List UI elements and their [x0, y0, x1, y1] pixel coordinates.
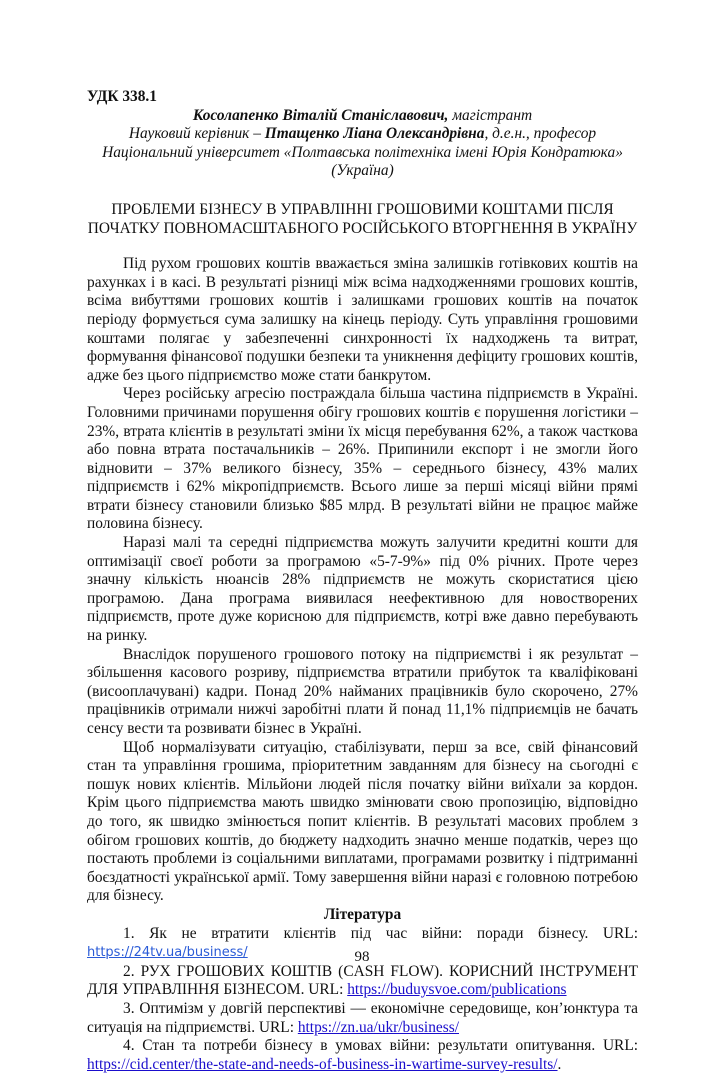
author-line — [87, 107, 638, 126]
literature-heading: Література — [323, 905, 402, 923]
university: Національний університет «Полтавська політехніка імені Юрія Кондратюка» — [102, 143, 623, 161]
reference-link[interactable]: https://cid.center/the-state-and-needs-of-business-in-wartime-survey-results/ — [87, 1055, 558, 1073]
document-page — [87, 88, 638, 1074]
reference-text: 4. Стан та потреби бізнесу в умовах війни: результати опитування. URL: — [123, 1037, 638, 1055]
author-name: Косолапенко Віталій Станіславович, — [192, 106, 449, 124]
article-body — [87, 255, 638, 906]
title-line-1: ПРОБЛЕМИ БІЗНЕСУ В УПРАВЛІННІ ГРОШОВИМИ КОШТАМИ ПІСЛЯ — [111, 200, 614, 218]
paragraph: Наразі малі та середні підприємства можуть залучити кредитні кошти для оптимізації своєї роботи за програмою «5-7-9%» під 0% річних. Проте через значну кількість нюансів 28% підприємств не можуть скористатися цією програмою. Дана програма виявилася неефективною для новостворених підприємств, проте дуже корисною для підприємств, котрі вже давно перебувають на ринку. — [87, 534, 638, 645]
udk-code: УДК 338.1 — [87, 88, 157, 105]
author-role: магістрант — [448, 106, 533, 124]
reference-link[interactable]: https://buduysvoe.com/publications — [347, 981, 567, 999]
reference-text: 2. РУХ ГРОШОВИХ КОШТІВ (CASH FLOW). КОРИСНИЙ ІНСТРУМЕНТ ДЛЯ УПРАВЛІННЯ БІЗНЕСОМ. URL: — [87, 962, 638, 999]
supervisor-suffix: , д.е.н., професор — [484, 125, 597, 143]
reference-text: 3. Оптимізм у довгій перспективі — економічне середовище, кон’юнктура та ситуація на підприємстві. URL: — [87, 999, 638, 1036]
paragraph: Щоб нормалізувати ситуацію, стабілізувати, перш за все, свій фінансовий стан та управління грошима, пріоритетним завданням для бізнесу на сьогодні є пошук нових клієнтів. Мільйони людей після початку війни виїхали за кордон. Крім цього підприємства мають швидко змінювати свою пропозицію, відповідно до того, як швидко змінюється попит клієнтів. В результаті масових проблем з обігом грошових коштів, до бюджету надходить значно менше податків, через що постають проблеми із соціальними виплатами, програмами розвитку і підтриманні боєздатності української армії. Тому завершення війни наразі є головною потребою для бізнесу. — [87, 738, 638, 905]
reference-link[interactable]: https://zn.ua/ukr/business/ — [297, 1018, 459, 1036]
supervisor-name: Птащенко Ліана Олександрівна — [264, 125, 485, 143]
reference-trailing-period: . — [557, 1055, 562, 1073]
reference-text: 1. Як не втратити клієнтів під час війни: поради бізнесу. URL: — [123, 924, 638, 942]
reference-item — [87, 963, 638, 1000]
reference-item — [87, 1000, 638, 1037]
article-title — [87, 201, 638, 238]
reference-item — [87, 1037, 638, 1074]
paragraph: Під рухом грошових коштів вважається зміна залишків готівкових коштів на рахунках і в касі. В результаті різниці між всіма надходженнями грошових коштів, всіма вибуттями грошових коштів і залишками грошових коштів на початок періоду формується сума залишку на кінець періоду. Суть управління грошовими коштами полягає у забезпеченні синхронності їх надходжень та витрат, формування фінансової подушки безпеки та уникнення дефіциту грошових коштів, адже без цього підприємство може стати банкрутом. — [87, 255, 638, 384]
reference-link[interactable]: https://24tv.ua/business/ — [87, 945, 248, 961]
page-number: 98 — [354, 949, 370, 965]
country: (Україна) — [331, 162, 394, 180]
title-line-2: ПОЧАТКУ ПОВНОМАСШТАБНОГО РОСІЙСЬКОГО ВТОРГНЕННЯ В УКРАЇНУ — [87, 219, 638, 237]
supervisor-prefix: Науковий керівник – — [128, 125, 265, 143]
paragraph: Через російську агресію постраждала більша частина підприємств в Україні. Головними причинами порушення обігу грошових коштів є порушення логістики – 23%, втрата клієнтів в результаті зміни їх місця перебування 62%, а також часткова або повна втрата постачальників – 26%. Припинили експорт і не змогли його відновити – 37% великого бізнесу, 35% – середнього бізнесу, 43% малих підприємств і 62% мікропідприємств. Всього лише за перші місяці війни прямі втрати бізнесу становили близько $85 млрд. В результаті війни не працює майже половина бізнесу. — [87, 385, 638, 533]
paragraph: Внаслідок порушеного грошового потоку на підприємстві і як результат – збільшення касового розриву, підприємства втратили прибуток та кваліфіковані (висооплачувані) кадри. Понад 20% найманих працівників було скорочено, 27% працівників отримали нижчі заробітні плати й понад 11,1% підприємців не бачать сенсу вести та розвивати бізнес в Україні. — [87, 645, 638, 737]
supervisor-line — [87, 125, 638, 144]
